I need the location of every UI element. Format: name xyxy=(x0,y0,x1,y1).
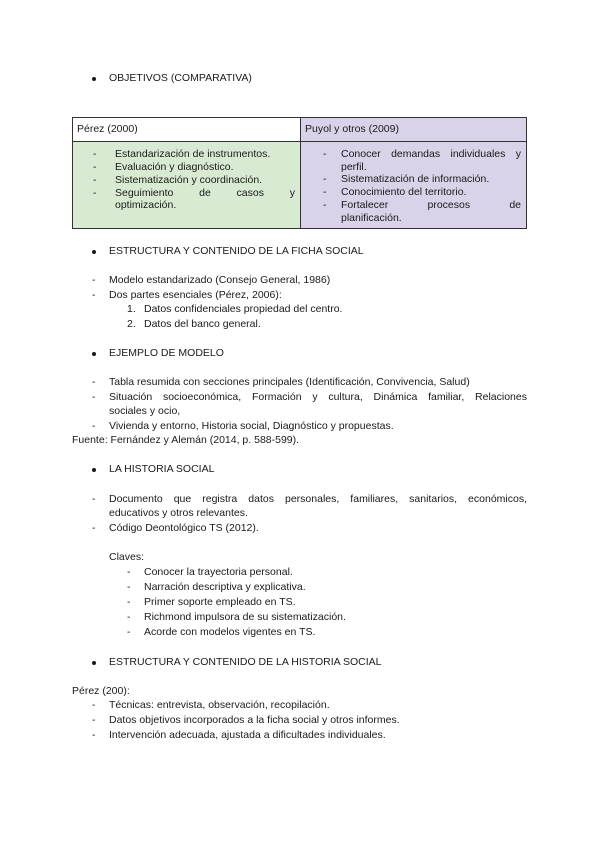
list-item-cont: sociales y ocio, xyxy=(109,405,181,417)
table-header-left-text: Pérez (2000) xyxy=(77,123,138,135)
bullet-icon xyxy=(92,468,96,472)
bullet-icon xyxy=(92,77,96,81)
section-heading-historia: LA HISTORIA SOCIAL xyxy=(109,463,215,475)
list-item: Sistematización y coordinación. xyxy=(115,174,263,186)
list-item: Narración descriptiva y explicativa. xyxy=(144,581,306,593)
list-item: Conocer demandas individuales y xyxy=(341,148,521,160)
list-item: Sistematización de información. xyxy=(341,173,490,185)
section-heading-estructura-historia: ESTRUCTURA Y CONTENIDO DE LA HISTORIA SOCIAL xyxy=(109,656,382,668)
section-heading-objetivos: OBJETIVOS (COMPARATIVA) xyxy=(109,72,252,84)
list-item: Datos del banco general. xyxy=(144,318,261,330)
list-item: Primer soporte empleado en TS. xyxy=(144,596,296,608)
list-item: Conocer la trayectoria personal. xyxy=(144,566,293,578)
list-item: Seguimiento de casos y xyxy=(115,187,295,199)
list-item-cont: optimización. xyxy=(115,199,177,211)
list-item-cont: perfil. xyxy=(341,161,367,173)
list-item-cont: planificación. xyxy=(341,212,402,224)
list-item: Vivienda y entorno, Historia social, Diagnóstico y propuestas. xyxy=(109,420,394,432)
list-item: Fortalecer procesos de xyxy=(341,199,521,211)
table-cell-right: - Conocer demandas individuales y perfil. - Sistematización de información. - Conocimiento del territorio. - Fortalecer procesos de planificación. xyxy=(301,142,527,229)
bullet-icon xyxy=(92,250,96,254)
bullet-icon xyxy=(92,661,96,665)
table-header-left xyxy=(73,118,301,142)
list-item: Modelo estandarizado (Consejo General, 1986) xyxy=(109,274,331,286)
list-item: Tabla resumida con secciones principales (Identificación, Convivencia, Salud) xyxy=(109,376,470,388)
list-item: Acorde con modelos vigentes en TS. xyxy=(144,626,316,638)
list-item: Documento que registra datos personales, familiares, sanitarios, económicos, xyxy=(109,493,527,505)
list-item: Datos objetivos incorporados a la ficha social y otros informes. xyxy=(109,714,400,726)
table-header-right xyxy=(301,118,527,142)
section-heading-ejemplo: EJEMPLO DE MODELO xyxy=(109,347,224,359)
list-item: Intervención adecuada, ajustada a dificultades individuales. xyxy=(109,729,386,741)
list-item: Código Deontológico TS (2012). xyxy=(109,522,259,534)
table-cell-left: - Estandarización de instrumentos. - Evaluación y diagnóstico. - Sistematización y coordinación. - Seguimiento de casos y optimización. xyxy=(73,142,301,229)
intro-text: Pérez (200): xyxy=(72,685,130,697)
source-note: Fuente: Fernández y Alemán (2014, p. 588-599). xyxy=(72,434,300,446)
list-item: Técnicas: entrevista, observación, recopilación. xyxy=(109,699,330,711)
list-item: Situación socioeconómica, Formación y cultura, Dinámica familiar, Relaciones xyxy=(109,391,527,403)
claves-label: Claves: xyxy=(109,551,145,563)
comparison-table xyxy=(72,117,527,229)
list-item: Dos partes esenciales (Pérez, 2006): xyxy=(109,289,282,301)
bullet-icon xyxy=(92,352,96,356)
table-header-right-text: Puyol y otros (2009) xyxy=(305,123,399,135)
list-item: Richmond impulsora de su sistematización. xyxy=(144,611,346,623)
list-item: Evaluación y diagnóstico. xyxy=(115,161,234,173)
list-item: Datos confidenciales propiedad del centro. xyxy=(144,303,343,315)
list-item-cont: educativos y otros relevantes. xyxy=(109,507,248,519)
list-item: Estandarización de instrumentos. xyxy=(115,148,271,160)
section-heading-estructura-ficha: ESTRUCTURA Y CONTENIDO DE LA FICHA SOCIAL xyxy=(109,245,364,257)
list-item: Conocimiento del territorio. xyxy=(341,186,467,198)
